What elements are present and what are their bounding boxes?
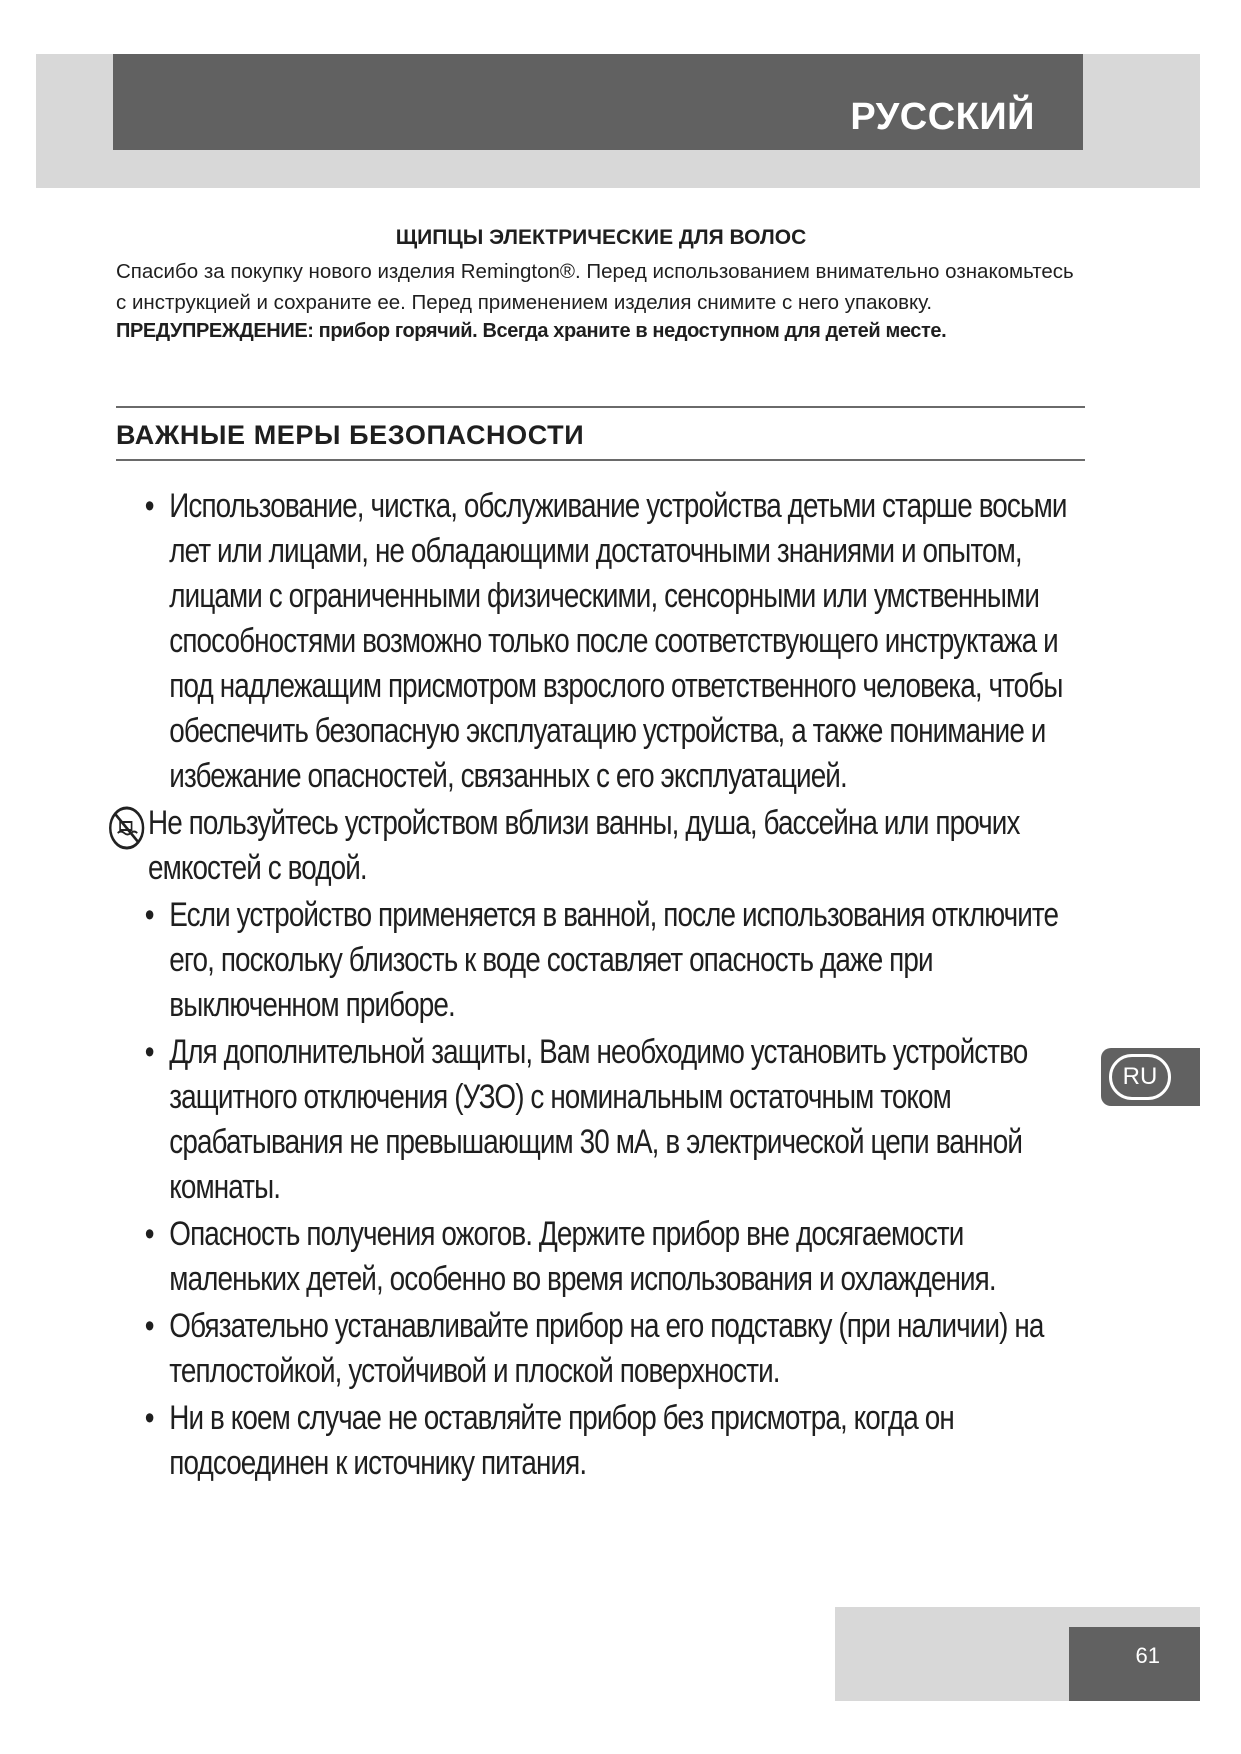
language-title: РУССКИЙ [850,96,1035,138]
list-item [116,1396,1075,1486]
bullet: • [144,1307,154,1345]
list-item [116,484,1075,799]
product-title: ЩИПЦЫ ЭЛЕКТРИЧЕСКИЕ ДЛЯ ВОЛОС [395,226,807,249]
list-item-text: Использование, чистка, обслуживание устройства детьми старше восьми лет или лицами, не обладающими достаточными знаниями и опытом, лицами с ограниченными физическими, сенсорными или умственными способностями возможно только после соответствующего инструктажа и под надлежащим присмотром взрослого ответственного человека, чтобы обеспечить безопасную эксплуатацию устройства, а также понимание и избежание опасностей, связанных с его эксплуатацией. [169,487,1067,795]
list-item-text: Для дополнительной защиты, Вам необходимо установить устройство защитного отключения (УЗО) с номинальным остаточным током срабатывания не превышающим 30 мА, в электрической цепи ванной комнаты. [169,1033,1028,1206]
list-item [116,893,1075,1028]
list-item [116,1212,1075,1302]
bullet: • [144,487,154,525]
list-item-text: Обязательно устанавливайте прибор на его подставку (при наличии) на теплостойкой, устойчивой и плоской поверхности. [169,1307,1044,1390]
list-item-text: Опасность получения ожогов. Держите прибор вне досягаемости маленьких детей, особенно во время использования и охлаждения. [169,1215,996,1298]
list-item [116,801,1075,891]
no-water-warning-icon [108,805,146,851]
bullet: • [144,1399,154,1437]
footer-tab [1069,1627,1200,1701]
section-title: ВАЖНЫЕ МЕРЫ БЕЗОПАСНОСТИ [116,420,585,450]
intro-text: Спасибо за покупку нового изделия Remington®. Перед использованием внимательно ознакомьтесь с инструкцией и сохраните ее. Перед применением изделия снимите с него упаковку. [116,260,1074,314]
intro-block [116,226,1086,343]
bullet: • [144,896,154,934]
header-tab [113,54,1083,150]
list-item-text: Если устройство применяется в ванной, после использования отключите его, поскольку близость к воде составляет опасность даже при выключенном приборе. [169,896,1059,1024]
page-number: 61 [1135,1643,1160,1668]
section-rule-top [116,406,1085,408]
list-item [116,1304,1075,1394]
language-side-tab [1101,1048,1200,1106]
section-rule-bottom [116,459,1085,461]
bullet: • [144,1215,154,1253]
list-item-text: Не пользуйтесь устройством вблизи ванны, душа, бассейна или прочих емкостей с водой. [147,804,1020,887]
list-item-text: Ни в коем случае не оставляйте прибор без присмотра, когда он подсоединен к источнику питания. [169,1399,954,1482]
safety-list [116,484,1075,1488]
bullet: • [144,1033,154,1071]
language-code-badge: RU [1109,1054,1171,1100]
list-item [116,1030,1075,1210]
warning-text: ПРЕДУПРЕЖДЕНИЕ: прибор горячий. Всегда храните в недоступном для детей месте. [116,320,947,342]
